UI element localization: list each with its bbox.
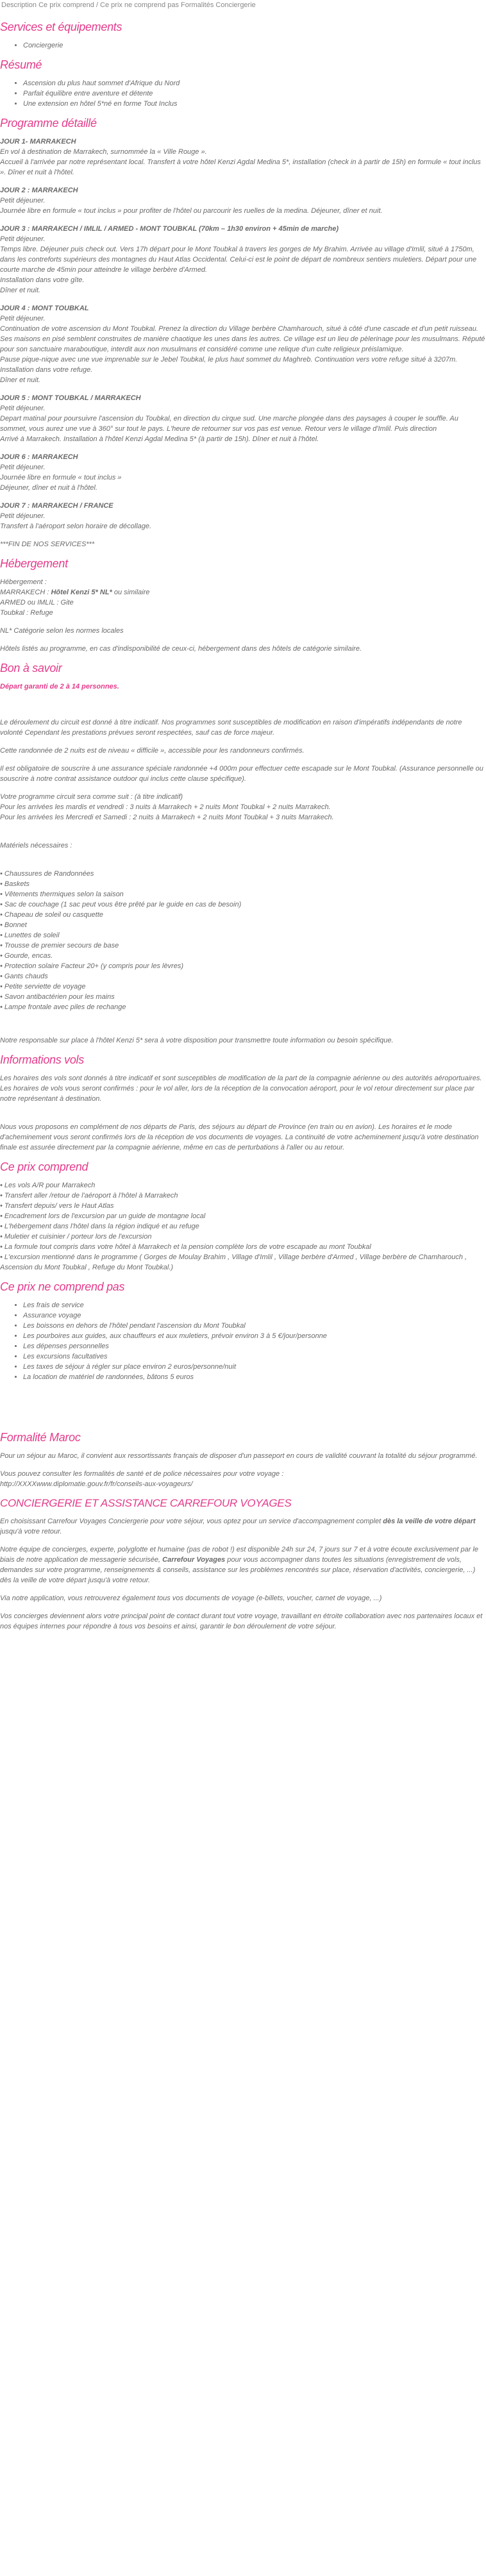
day-line: Accueil à l'arrivée par notre représentant local. Transfert à votre hôtel Kenzi Agdal Medina 5*, installation (check in à partir de 15h) en formule « tout inclus ». Dîner et nuit à l'hôtel.: [0, 158, 481, 176]
materiel-list: [0, 869, 486, 1012]
day-block: [0, 137, 486, 178]
list-item: • La formule tout compris dans votre hôtel à Marrakech et la pension complète lors de votre escapade au mont Toubkal: [0, 1242, 486, 1252]
diplomatie-link[interactable]: http://XXXXwww.diplomatie.gouv.fr/fr/conseils-aux-voyageurs/: [0, 1480, 193, 1488]
list-item: • Ascension du plus haut sommet d'Afrique du Nord: [23, 78, 486, 88]
day-line: Petit déjeuner.: [0, 512, 46, 520]
list-item: • Trousse de premier secours de base: [0, 941, 486, 951]
day-title: JOUR 4 : MONT TOUBKAL: [0, 305, 89, 312]
ne-comprend-title: Ce prix ne comprend pas: [0, 1280, 125, 1293]
day-title: JOUR 3 : MARRAKECH / IMLIL / ARMED - MONT TOUBKAL (70km – 1h30 environ + 45min de marche): [0, 225, 339, 233]
paragraph: Via notre application, vous retrouverez également tous vos documents de voyage (e-billets, voucher, carnet de voyage, ...): [0, 1594, 382, 1602]
hebergement-section: [0, 557, 486, 654]
day-line: Transfert à l'aéroport selon horaire de décollage.: [0, 523, 152, 530]
list-item: • L'hébergement dans l'hôtel dans la région indiqué et au refuge: [0, 1221, 486, 1232]
day-line: Dîner et nuit.: [0, 287, 40, 294]
day-line: Depart matinal pour poursuivre l'ascension du Toubkal, en direction du cirque sud. Une marche plongée dans des paysages à couper le souffle. Au sommet, vous aurez une vue à 360° sur tout le pays. L'heure de retourner sur vos pas est venue. Retour vers le village d'Imlil. Puis direction: [0, 415, 458, 433]
day-line: Pause pique-nique avec une vue imprenable sur le Jebel Toubkal, le plus haut sommet du Maghreb. Continuation vers votre refuge situé à 3207m. Installation dans votre refuge.: [0, 356, 458, 374]
day-line: Journée libre en formule « tout inclus »: [0, 474, 122, 481]
paragraph: Le déroulement du circuit est donné à titre indicatif. Nos programmes sont susceptibles de modification en raison d'impératifs indépendants de notre volonté Cependant les prestations prévues seront respectées, sauf cas de force majeur.: [0, 719, 462, 737]
list-item: • Lunettes de soleil: [0, 930, 486, 941]
guarantee-text: Départ garanti de 2 à 14 personnes.: [0, 683, 119, 690]
list-item: • Chapeau de soleil ou casquette: [0, 910, 486, 920]
materiel-title: Matériels nécessaires :: [0, 842, 72, 849]
day-line: Petit déjeuner.: [0, 235, 46, 243]
list-item: • Baskets: [0, 879, 486, 889]
paragraph: Notre équipe de concierges, experte, polyglotte et humaine (pas de robot !) est disponible 24h sur 24, 7 jours sur 7 et à votre écoute exclusivement par le biais de notre application de messagerie sécurisée, Carrefour Voyages pour vous accompagner dans toutes les situations (enregistrement de vols, demandes sur votre programme, renseignements & conseils, assistance sur les problèmes rencontrés sur place, réservation d'activités, conciergerie, ...) dès la veille de votre départ jusqu'à votre retour.: [0, 1546, 478, 1584]
day-title: JOUR 6 : MARRAKECH: [0, 453, 78, 461]
day-line: Dîner et nuit.: [0, 376, 40, 384]
list-item: • Muletier et cuisinier / porteur lors de l'excursion: [0, 1232, 486, 1242]
tab-bar[interactable]: Description Ce prix comprend / Ce prix ne comprend pas Formalités Conciergerie: [1, 1, 256, 9]
hebergement-line: Toubkal : Refuge: [0, 609, 53, 617]
paragraph: Votre programme circuit sera comme suit : (à titre indicatif) Pour les arrivées les mardis et vendredi : 3 nuits à Marrakech + 2 nuits Mont Toubkal + 2 nuits Marrakech. Pour les arrivées les Mercredi et Samedi : 2 nuits à Marrakech + 2 nuits Mont Toubkal + 3 nuits Marrakech.: [0, 793, 334, 821]
day-block: [0, 501, 486, 531]
list-item: • Les excursions facultatives: [23, 1351, 486, 1362]
programme-title: Programme détaillé: [0, 117, 97, 130]
conciergerie-title: CONCIERGERIE ET ASSISTANCE CARREFOUR VOYAGES: [0, 1497, 292, 1509]
hebergement-note: NL* Catégorie selon les normes locales: [0, 627, 124, 635]
comprend-title: Ce prix comprend: [0, 1160, 88, 1173]
paragraph: Cette randonnée de 2 nuits est de niveau « difficile », accessible pour les randonneurs confirmés.: [0, 747, 305, 755]
programme-section: [0, 117, 486, 549]
day-line: Arrivé à Marrakech. Installation à l'hôtel Kenzi Agdal Medina 5* (à partir de 15h). Dîner et nuit à l'hôtel.: [0, 435, 319, 443]
day-block: [0, 393, 486, 444]
list-item: • Transfert depuis/ vers le Haut Atlas: [0, 1201, 486, 1211]
conciergerie-section: [0, 1497, 486, 1632]
vols-title: Informations vols: [0, 1053, 84, 1066]
comprend-section: [0, 1160, 486, 1273]
list-item: • Vêtements thermiques selon la saison: [0, 889, 486, 899]
day-block: [0, 185, 486, 216]
ne-comprend-section: [0, 1280, 486, 1382]
formalite-title: Formalité Maroc: [0, 1431, 81, 1444]
day-line: Petit déjeuner.: [0, 405, 46, 412]
hebergement-line: MARRAKECH : Hôtel Kenzi 5* NL* ou similaire: [0, 589, 150, 596]
paragraph: En choisissant Carrefour Voyages Conciergerie pour votre séjour, vous optez pour un service d'accompagnement complet dès la veille de votre départ jusqu'à votre retour.: [0, 1518, 476, 1535]
list-item: • Chaussures de Randonnées: [0, 869, 486, 879]
list-item: • Les pourboires aux guides, aux chauffeurs et aux muletiers, prévoir environ 3 à 5 €/jour/personne: [23, 1331, 486, 1341]
services-title: Services et équipements: [0, 21, 122, 33]
day-block: [0, 452, 486, 493]
day-line: Temps libre. Déjeuner puis check out. Vers 17h départ pour le Mont Toubkal à travers les gorges de My Brahim. Arrivée au village d'Imlil, situé à 1750m, dans les contreforts supérieurs des montagnes du Haut Atlas Occidental. Celui-ci est le point de départ de nombreux sentiers muletiers. Départ pour une courte marche de 45min pour atteindre le village berbère d'Armed.: [0, 246, 477, 274]
list-item: • L'excursion mentionné dans le programme ( Gorges de Moulay Brahim , Village d'Imlil , Village berbère d'Armed , Village berbère de Chamharouch , Ascension du Mont Toubkal , Refuge du Mont Toubkal.): [0, 1252, 486, 1273]
list-item: • La location de matériel de randonnées, bâtons 5 euros: [23, 1372, 486, 1382]
paragraph: Nous vous proposons en complément de nos départs de Paris, des séjours au départ de Province (en train ou en avion). Les horaires et le mode d'acheminement vous seront confirmés lors de la réception de vos documents de voyages. La continuité de votre acheminement jusqu'à votre destination finale est assurée directement par la compagnie aérienne, même en cas de perturbations à l'aller ou au retour.: [0, 1123, 479, 1151]
list-item: • Les dépenses personnelles: [23, 1341, 486, 1351]
list-item: • Transfert aller /retour de l'aéroport à l'hôtel à Marrakech: [0, 1191, 486, 1201]
resume-title: Résumé: [0, 58, 42, 71]
list-item: • Encadrement lors de l'excursion par un guide de montagne local: [0, 1211, 486, 1221]
list-item: • Savon antibactérien pour les mains: [0, 992, 486, 1002]
paragraph: Notre responsable sur place à l'hôtel Kenzi 5* sera à votre disposition pour transmettre toute information ou besoin spécifique.: [0, 1037, 394, 1044]
day-line: Petit déjeuner.: [0, 197, 46, 205]
day-title: JOUR 1- MARRAKECH: [0, 138, 76, 146]
list-item: • Sac de couchage (1 sac peut vous être prêté par le guide en cas de besoin): [0, 899, 486, 910]
hebergement-note: Hôtels listés au programme, en cas d'indisponibilité de ceux-ci, hébergement dans des hôtels de catégorie similaire.: [0, 645, 362, 653]
list-item: • Lampe frontale avec piles de rechange: [0, 1002, 486, 1012]
list-item: • Assurance voyage: [23, 1310, 486, 1321]
resume-section: [0, 58, 486, 109]
paragraph: Les horaires des vols sont donnés à titre indicatif et sont susceptibles de modification de la part de la compagnie aérienne ou des autorités aéroportuaires. Les horaires de vols vous seront confirmés : pour le vol aller, lors de la réception de la convocation aéroport, pour le vol retour directement sur place par notre représentant à destination.: [0, 1075, 482, 1103]
bon-section: [0, 662, 486, 1046]
day-line: En vol à destination de Marrakech, surnommée la « Ville Rouge ».: [0, 148, 207, 156]
formalite-section: [0, 1431, 486, 1489]
list-item: • Petite serviette de voyage: [0, 982, 486, 992]
hebergement-line: ARMED ou IMLIL : Gite: [0, 599, 74, 606]
paragraph: Vous pouvez consulter les formalités de santé et de police nécessaires pour votre voyage : http://XXXXwww.diplomatie.gouv.fr/fr/conseils-aux-voyageurs/: [0, 1470, 284, 1488]
day-title: JOUR 2 : MARRAKECH: [0, 187, 78, 194]
vols-section: [0, 1053, 486, 1153]
list-item: • Protection solaire Facteur 20+ (y compris pour les lèvres): [0, 961, 486, 971]
list-item: • Conciergerie: [23, 40, 486, 51]
hebergement-label: Hébergement :: [0, 578, 47, 586]
list-item: • Parfait équilibre entre aventure et détente: [23, 88, 486, 99]
list-item: • Les frais de service: [23, 1300, 486, 1310]
bon-title: Bon à savoir: [0, 662, 62, 674]
paragraph: Il est obligatoire de souscrire à une assurance spéciale randonnée +4 000m pour effectuer cette escapade sur le Mont Toubkal. (Assurance personnelle ou souscrire à notre contrat assistance outdoor qui inclus cette clause spécifique).: [0, 765, 483, 783]
day-block: [0, 224, 486, 296]
paragraph: Pour un séjour au Maroc, il convient aux ressortissants français de disposer d'un passeport en cours de validité couvrant la totalité du séjour programmé.: [0, 1452, 478, 1460]
services-section: [0, 21, 486, 51]
list-item: • Les taxes de séjour à régler sur place environ 2 euros/personne/nuit: [23, 1362, 486, 1372]
list-item: • Une extension en hôtel 5*né en forme Tout Inclus: [23, 99, 486, 109]
day-block: [0, 303, 486, 385]
day-title: JOUR 7 : MARRAKECH / FRANCE: [0, 502, 113, 510]
hebergement-title: Hébergement: [0, 557, 68, 570]
paragraph: Vos concierges deviennent alors votre principal point de contact durant tout votre voyage, travaillant en étroite collaboration avec nos partenaires locaux et nos équipes internes pour répondre à tous vos besoins et ainsi, garantir le bon déroulement de votre séjour.: [0, 1612, 483, 1630]
programme-end: ***FIN DE NOS SERVICES***: [0, 540, 95, 548]
list-item: • Bonnet: [0, 920, 486, 930]
day-line: Petit déjeuner.: [0, 464, 46, 471]
day-line: Petit déjeuner.: [0, 315, 46, 322]
list-item: • Gants chauds: [0, 971, 486, 982]
day-line: Déjeuner, dîner et nuit à l'hôtel.: [0, 484, 97, 492]
list-item: • Les vols A/R pour Marrakech: [0, 1180, 486, 1191]
list-item: • Gourde, encas.: [0, 951, 486, 961]
day-line: Journée libre en formule « tout inclus » pour profiter de l'hôtel ou parcourir les ruelles de la medina. Déjeuner, dîner et nuit.: [0, 207, 383, 215]
day-title: JOUR 5 : MONT TOUBKAL / MARRAKECH: [0, 394, 141, 402]
day-line: Installation dans votre gîte.: [0, 276, 85, 284]
list-item: • Les boissons en dehors de l'hôtel pendant l'ascension du Mont Toubkal: [23, 1321, 486, 1331]
day-line: Continuation de votre ascension du Mont Toubkal. Prenez la direction du Village berbère Chamharouch, situé à côté d'une cascade et d'un petit ruisseau. Ses maisons en pisé semblent construites de manière chaotique les unes dans les autres. Ce village est un lieu de pèlerinage pour les musulmans. Réputé pour son sanctuaire maraboutique, interdit aux non musulmans et considéré comme une relique d'un culte religieux préislamique.: [0, 325, 485, 353]
